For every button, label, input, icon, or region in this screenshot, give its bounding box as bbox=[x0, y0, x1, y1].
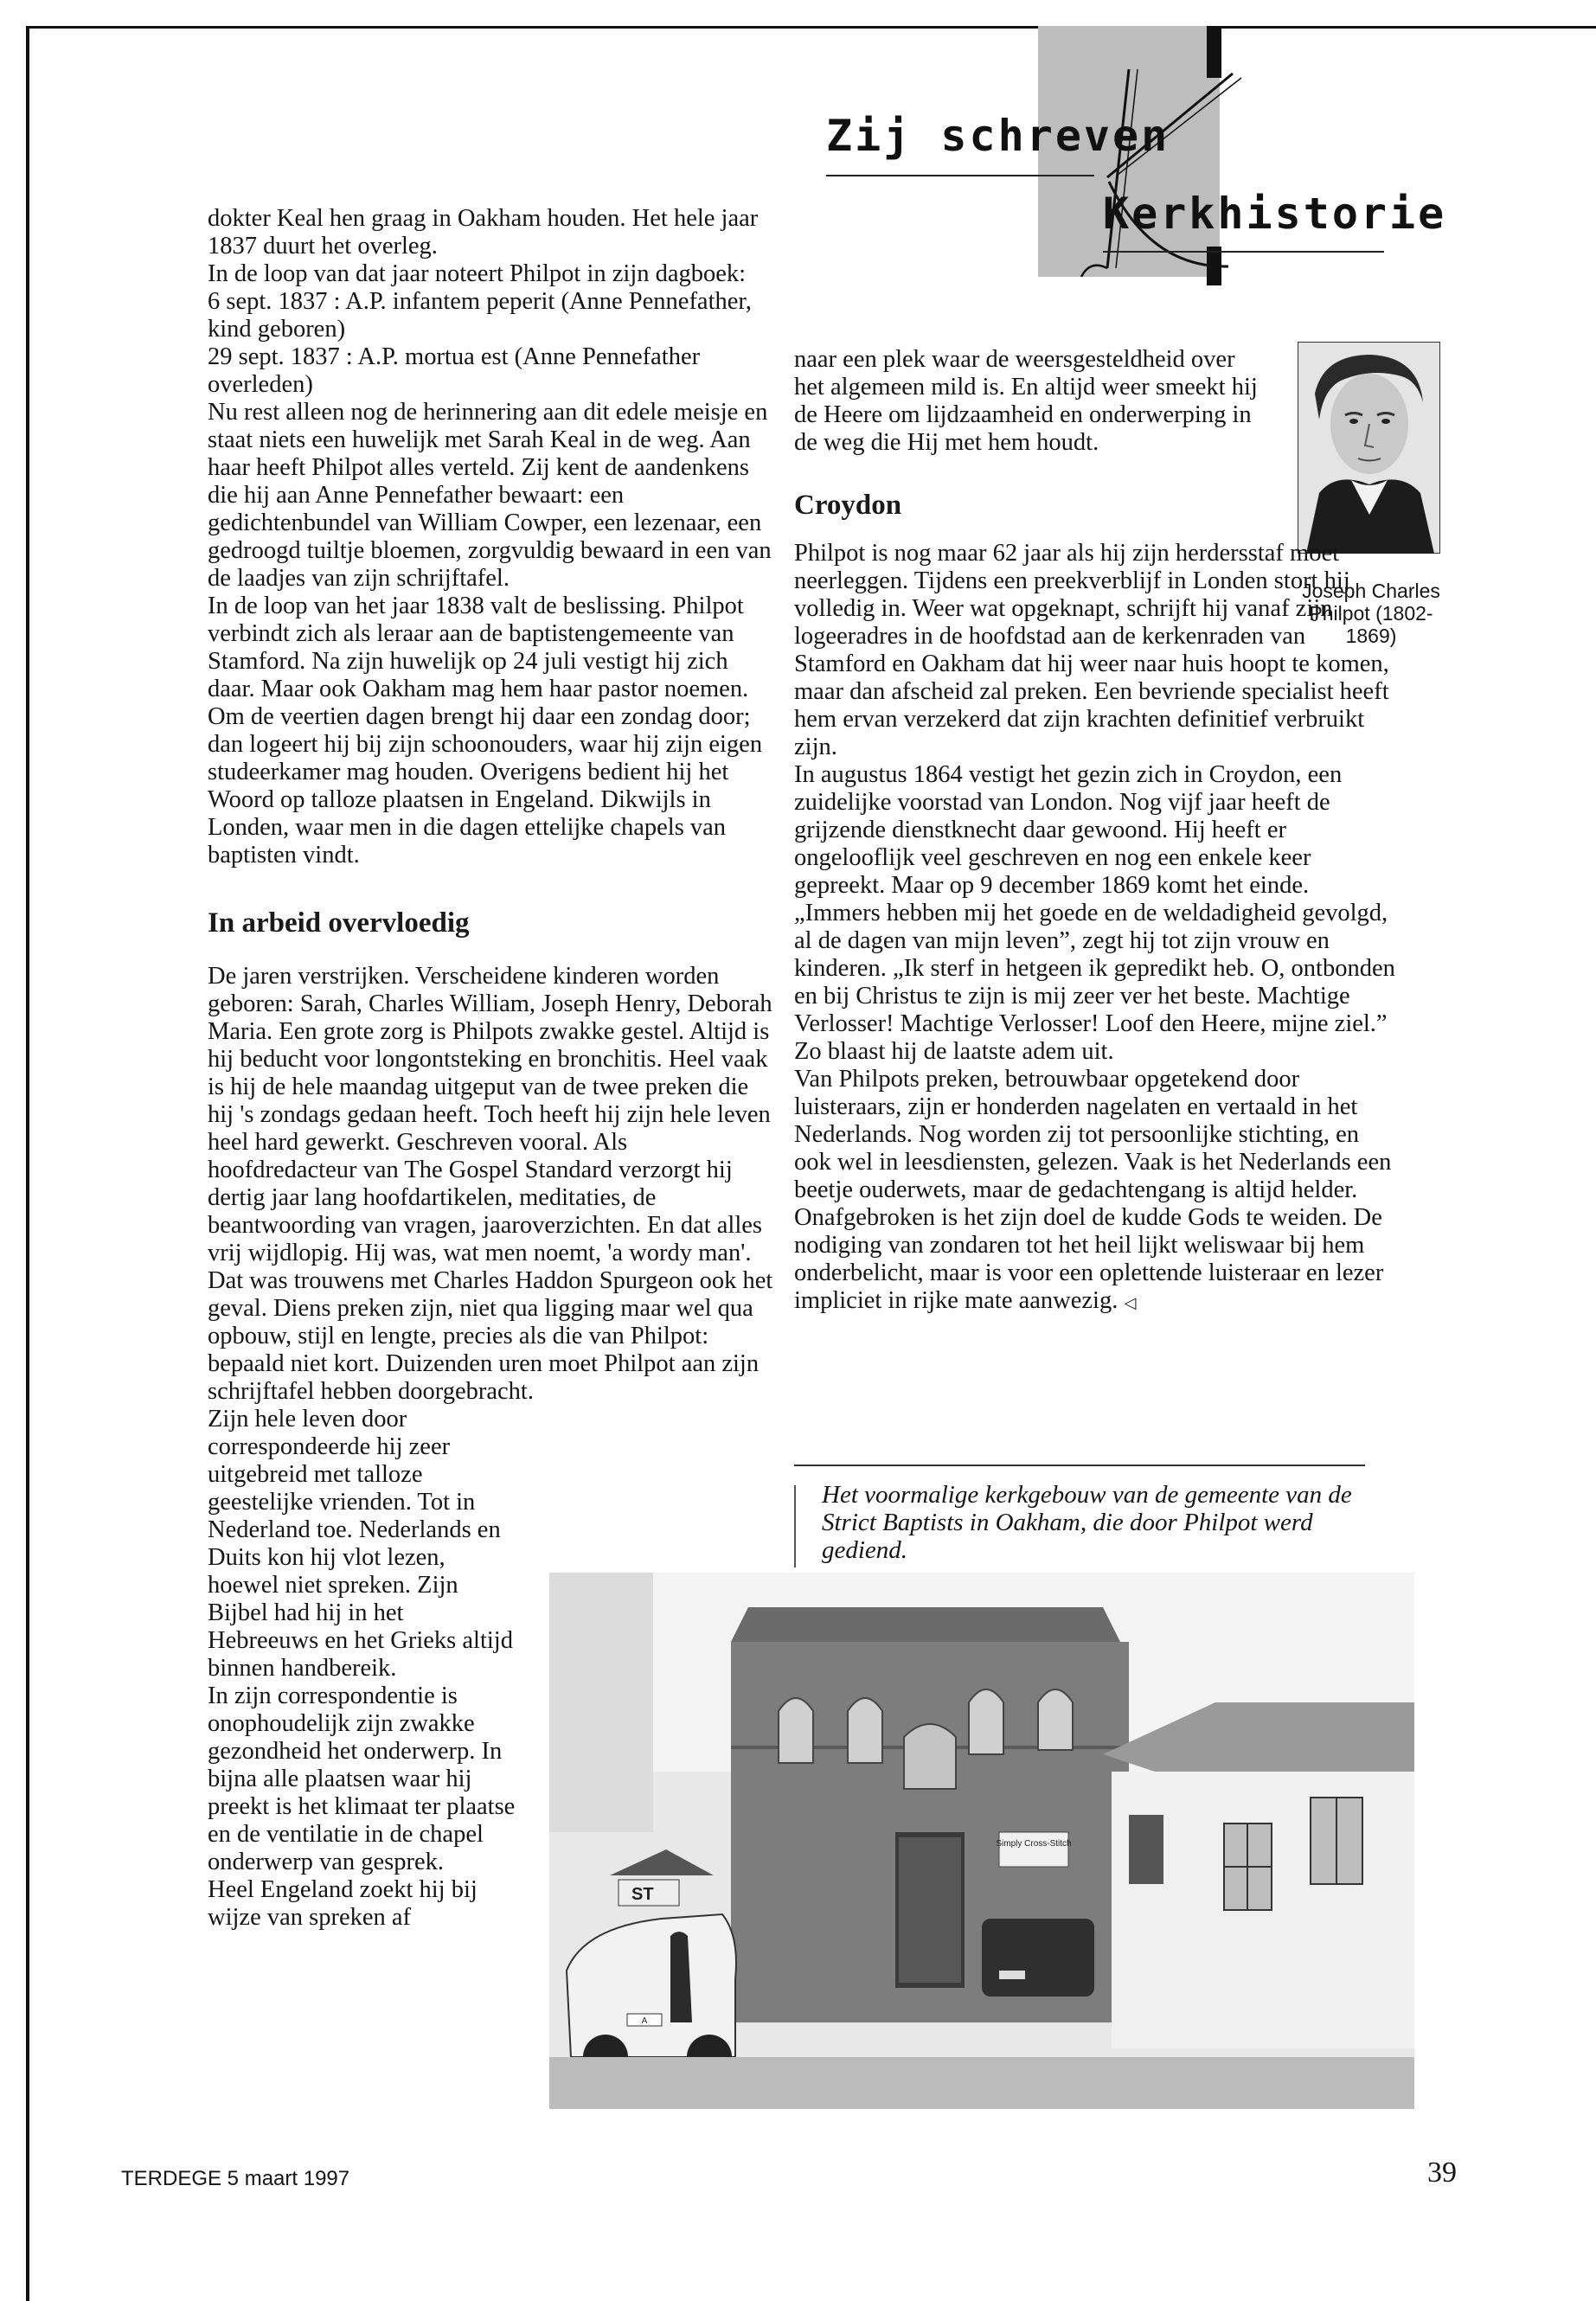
logo-rule bbox=[826, 175, 1094, 176]
paragraph: In de loop van het jaar 1838 valt de beslissing. Philpot verbindt zich als leraar aan de baptistengemeente van Stamford. Na zijn huwelijk op 24 juli vestigt hij zich daar. Maar ook Oakham mag hem haar pastor noemen. Om de veertien dagen brengt hij daar een zondag door; dan logeert hij bij zijn schoonouders, waar hij zijn eigen studeerkamer mag houden. Overigens bedient hij het Woord op talloze plaatsen in Engeland. Dikwijls in Londen, waar men in die dagen ettelijke chapels van baptisten vindt. bbox=[208, 593, 763, 868]
logo-rule bbox=[1103, 251, 1384, 253]
portrait-caption: Joseph Charles Philpot (1802-1869) bbox=[1302, 580, 1440, 647]
footer-publication: TERDEGE 5 maart 1997 bbox=[121, 2167, 350, 2190]
paragraph: De jaren verstrijken. Verscheidene kinderen worden geboren: Sarah, Charles William, Joseph Henry, Deborah Maria. Een grote zorg is Philpots zwakke gestel. Altijd is hij beducht voor longontsteking en bronchitis. Heel vaak is hij de hele maandag uitgeput van de twee preken die hij 's zondags gedaan heeft. Toch heeft hij zijn hele leven heel hard gewerkt. Geschreven vooral. Als hoofdredacteur van The Gospel Standard verzorgt hij dertig jaar lang hoofdartikelen, meditaties, de beantwoording van vragen, jaaroverzichten. En dat alles vrij wijdlopig. Hij was, wat men noemt, 'a wordy man'. Dat was trouwens met Charles Haddon Spurgeon ook het geval. Diens preken zijn, niet qua ligging maar wel qua opbouw, stijl en lengte, precies als die van Philpot: bepaald niet kort. Duizenden uren moet Philpot aan zijn schrijftafel hebben doorgebracht. bbox=[208, 963, 773, 1405]
end-of-article-icon: ◁ bbox=[1124, 1294, 1137, 1311]
paragraph: In augustus 1864 vestigt het gezin zich in Croydon, een zuidelijke voorstad van London. Nog vijf jaar heeft de grijzende dienstknecht daar gewoond. Hij heeft er ongelooflijk veel geschreven en nog een enkele keer gepreekt. Maar op 9 december 1869 komt het einde. „Immers hebben mij het goede en de weldadigheid gevolgd, al de dagen van mijn leven”, zegt hij tot zijn vrouw en kinderen. „Ik sterf in hetgeen ik gepredikt heb. O, ontbonden en bij Christus te zijn is mij zeer ver het beste. Machtige Verlosser! Machtige Verlosser! Loof den Heere, mijne ziel.” Zo blaast hij de laatste adem uit. bbox=[794, 761, 1395, 1065]
caption-bar bbox=[794, 1485, 796, 1567]
section-heading: In arbeid overvloedig bbox=[208, 907, 470, 939]
page-number: 39 bbox=[1427, 2157, 1457, 2189]
diary-entry: 29 sept. 1837 : A.P. mortua est (Anne Pennefather overleden) bbox=[208, 343, 701, 398]
paragraph: naar een plek waar de weersgesteldheid over het algemeen mild is. En altijd weer smeekt hij de Heere om lijdzaamheid en onderwerping in de weg die Hij met hem houdt. bbox=[794, 346, 1258, 456]
paragraph-text: Van Philpots preken, betrouwbaar opgetekend door luisteraars, zijn er honderden nagelaten en vertaald in het Nederlands. Nog worden zij tot persoonlijke stichting, en ook wel in leesdiensten, gelezen. Vaak is het Nederlands een beetje ouderwets, maar de gedachtengang is altijd helder. Onafgebroken is het zijn doel de kudde Gods te weiden. De nodiging van zondaren tot het heil lijkt weliswaar bij hem onderbelicht, maar is voor een oplettende luisteraar en lezer impliciet in rijke mate aanwezig. bbox=[794, 1066, 1392, 1314]
right-column bbox=[794, 346, 1400, 1317]
section-logo bbox=[826, 26, 1447, 285]
paragraph: Zijn hele leven door correspondeerde hij zeer uitgebreid met talloze geestelijke vrienden. Tot in Nederland toe. Nederlands en Duits kon hij vlot lezen, hoewel niet spreken. Zijn Bijbel had hij in het Hebreeuws en het Grieks altijd binnen handbereik. bbox=[208, 1406, 513, 1682]
roof-sign: ST bbox=[631, 1885, 654, 1904]
logo-title-line2: Kerkhistorie bbox=[1103, 189, 1447, 239]
paragraph: In zijn correspondentie is onophoudelijk zijn zwakke gezondheid het onderwerp. In bijna alle plaatsen waar hij preekt is het klimaat ter plaatse en de ventilatie in de chapel onderwerp van gesprek. bbox=[208, 1682, 516, 1875]
shop-sign: Simply Cross-Stitch bbox=[996, 1839, 1072, 1849]
paragraph: Heel Engeland zoekt hij bij wijze van spreken af bbox=[208, 1876, 478, 1931]
paragraph bbox=[794, 1066, 1400, 1317]
page-border-left bbox=[26, 26, 29, 2301]
logo-title-line1: Zij schreven bbox=[826, 111, 1170, 161]
paragraph: dokter Keal hen graag in Oakham houden. Het hele jaar 1837 duurt het overleg. bbox=[208, 205, 759, 260]
church-photo bbox=[549, 1573, 1414, 2109]
paragraph: In de loop van dat jaar noteert Philpot in zijn dagboek: bbox=[208, 260, 747, 287]
section-heading: Croydon bbox=[794, 490, 902, 521]
diary-entry: 6 sept. 1837 : A.P. infantem peperit (Anne Pennefather, kind geboren) bbox=[208, 288, 752, 343]
caption-rule bbox=[794, 1465, 1365, 1466]
license-plate: A bbox=[641, 2016, 648, 2026]
photo-caption: Het voormalige kerkgebouw van de gemeente van de Strict Baptists in Oakham, die door Philpot werd gediend. bbox=[822, 1481, 1352, 1564]
logo-k-letter bbox=[1047, 61, 1246, 277]
paragraph: Nu rest alleen nog de herinnering aan dit edele meisje en staat niets een huwelijk met Sarah Keal in de weg. Aan haar heeft Philpot alles verteld. Zij kent de aandenkens die hij aan Anne Pennefather bewaart: een gedichtenbundel van William Cowper, een lezenaar, een gedroogd tuiltje bloemen, zorgvuldig bewaard in een van de laadjes van zijn schrijftafel. bbox=[208, 399, 772, 592]
paragraph: Philpot is nog maar 62 jaar als hij zijn herdersstaf moet neerleggen. Tijdens een preekverblijf in Londen stort hij volledig in. Weer wat opgeknapt, schrijft hij vanaf zijn logeeradres in de hoofdstad aan de kerkenraden van Stamford en Oakham dat hij weer naar huis hoopt te komen, maar dan afscheid zal preken. Een bevriende specialist heeft hem ervan verzekerd dat zijn krachten definitief verbruikt zijn. bbox=[794, 540, 1389, 760]
